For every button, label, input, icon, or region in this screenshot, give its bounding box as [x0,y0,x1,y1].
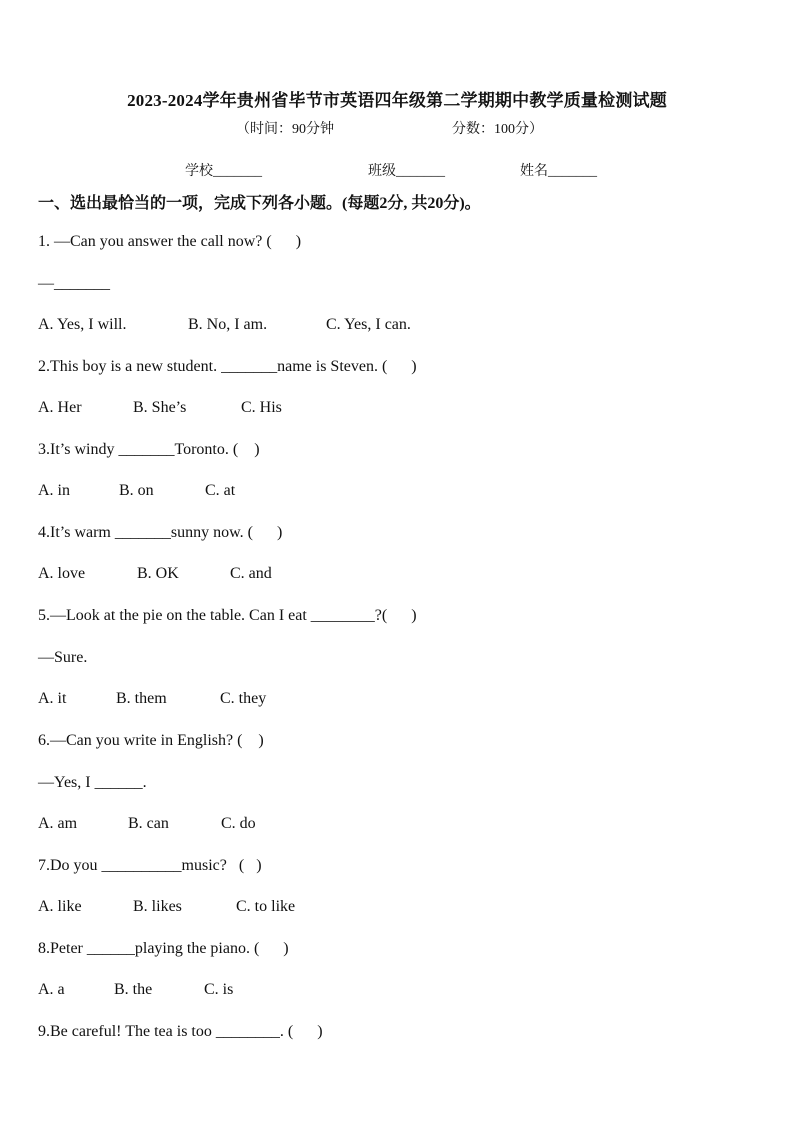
question-8-option-a: A. a [38,981,65,998]
question-5-answer-line: —Sure. [38,649,88,666]
question-9-stem: 9.Be careful! The tea is too ________. ( ) [38,1023,323,1040]
section-heading: 一、选出最恰当的一项，完成下列各小题。(每题2分, 共20分)。 [38,195,481,212]
question-3-option-c: C. at [205,482,236,499]
question-7-option-b: B. likes [133,898,182,915]
question-5-option-a: A. it [38,690,67,707]
question-6-answer-line: —Yes, I ______. [38,774,147,791]
question-4-option-b: B. OK [137,565,179,582]
question-5-option-c: C. they [220,690,267,707]
question-3-option-b: B. on [119,482,154,499]
exam-score: 分数：100分） [452,122,543,137]
question-1-stem: 1. —Can you answer the call now? ( ) [38,233,302,250]
question-7-stem: 7.Do you __________music? ( ) [38,857,262,874]
question-7-option-c: C. to like [236,898,296,915]
question-5-option-b: B. them [116,690,167,707]
question-6-option-a: A. am [38,815,78,832]
question-1-option-c: C. Yes, I can. [326,316,411,333]
question-1-option-b: B. No, I am. [188,316,268,333]
exam-title: 2023-2024学年贵州省毕节市英语四年级第二学期期中教学质量检测试题 [127,91,667,110]
question-2-option-b: B. She’s [133,399,187,416]
question-8-stem: 8.Peter ______playing the piano. ( ) [38,940,289,957]
question-6-option-b: B. can [128,815,169,832]
school-field: 学校_______ [185,164,262,179]
question-4-stem: 4.It’s warm _______sunny now. ( ) [38,524,283,541]
question-6-option-c: C. do [221,815,256,832]
exam-time: （时间：90分钟 [236,122,334,137]
question-3-option-a: A. in [38,482,70,499]
question-6-stem: 6.—Can you write in English? ( ) [38,732,264,749]
question-1-option-a: A. Yes, I will. [38,316,127,333]
question-1-answer-line: —_______ [38,275,110,292]
name-field: 姓名_______ [520,164,597,179]
question-2-option-a: A. Her [38,399,82,416]
question-2-stem: 2.This boy is a new student. _______name is Steven. ( ) [38,358,417,375]
class-field: 班级_______ [368,164,445,179]
question-8-option-c: C. is [204,981,234,998]
question-4-option-c: C. and [230,565,272,582]
question-4-option-a: A. love [38,565,86,582]
question-5-stem: 5.—Look at the pie on the table. Can I eat ________?( ) [38,607,417,624]
question-7-option-a: A. like [38,898,82,915]
question-8-option-b: B. the [114,981,153,998]
question-3-stem: 3.It’s windy _______Toronto. ( ) [38,441,260,458]
question-2-option-c: C. His [241,399,282,416]
